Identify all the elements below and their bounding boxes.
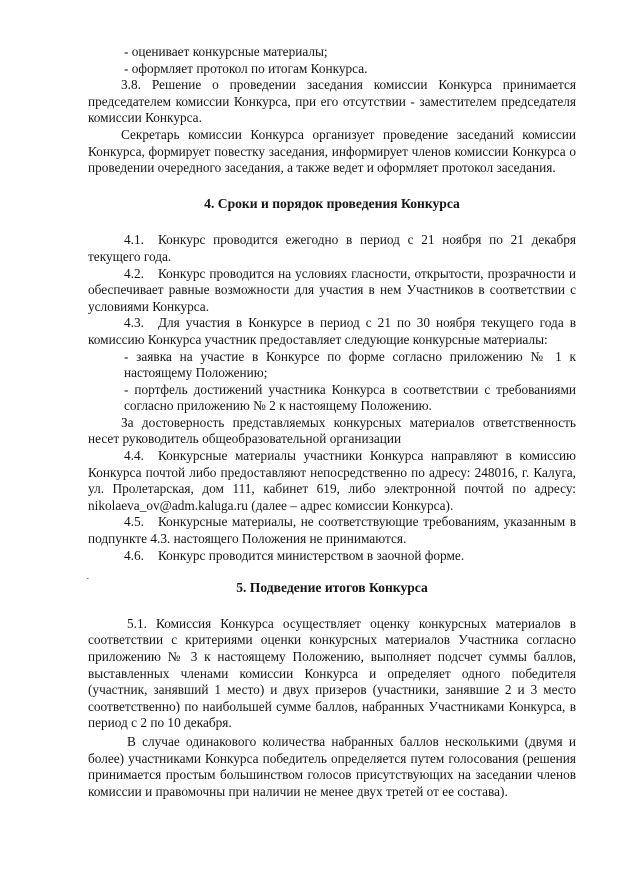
paragraph-3-8: 3.8. Решение о проведении заседания комиссии Конкурса принимается председателем комиссии Конкурса, при его отсутствии - заместителем председателя комиссии Конкурса. [88, 77, 576, 126]
paragraph-secretary: Секретарь комиссии Конкурса организует проведение заседаний комиссии Конкурса, формирует повестку заседания, информирует членов комиссии Конкурса о проведении очередного заседания, а также ведет и оформляет протокол заседания. [88, 126, 576, 176]
paragraph-responsibility: За достоверность представляемых конкурсных материалов ответственность несет руководитель общеобразовательной организации [88, 414, 576, 447]
clause-number: 4.3. [124, 315, 144, 331]
paragraph-4-6 [88, 548, 576, 565]
clause-number: 4.4. [124, 448, 144, 464]
paragraph-tie: В случае одинакового количества набранных баллов несколькими (двумя и более) участниками Конкурса победитель определяется путем голосования (решения принимается простым большинством голосов присутствующих на заседании членов комиссии и правомочны при наличии не менее двух третей от ее состава). [88, 733, 576, 799]
section-4-title: 4. Сроки и порядок проведения Конкурса [204, 195, 460, 211]
paragraph-4-1 [88, 232, 576, 265]
clause-text: Конкурс проводится ежегодно в период с 21 ноября по 21 декабря текущего года. [88, 232, 576, 264]
section-5-title: 5. Подведение итогов Конкурса [236, 580, 428, 596]
clause-number: 4.6. [124, 547, 144, 563]
paragraph-4-5 [88, 514, 576, 547]
clause-text: Конкурс проводится министерством в заочной форме. [157, 547, 465, 563]
clause-text: Конкурсные материалы участники Конкурса направляют в комиссию Конкурса почтой либо предоставляют непосредственно по адресу: 248016, г. Калуга, ул. Пролетарская, дом 111, кабинет 619, либо электронной почтой по адресу: nikolaeva_ov@adm.kaluga.ru (далее – адрес комиссии Конкурса). [88, 448, 576, 513]
list-item: - оформляет протокол по итогам Конкурса. [124, 60, 368, 76]
clause-number: 4.5. [124, 514, 144, 530]
paragraph-4-3 [88, 315, 576, 348]
clause-text: Для участия в Конкурсе в период с 21 по 30 ноября текущего года в комиссию Конкурса участник предоставляет следующие конкурсные материалы: [88, 315, 576, 347]
document-body [88, 44, 576, 800]
list-item: - портфель достижений участника Конкурса в соответствии с требованиями согласно приложению № 2 к настоящему Положению. [124, 381, 576, 414]
paragraph-4-4 [88, 448, 576, 514]
paragraph-5-1: 5.1. Комиссия Конкурса осуществляет оценку конкурсных материалов в соответствии с критериями оценки конкурсных материалов Участника согласно приложению № 3 к настоящему Положению, выполняет подсчет суммы баллов, выставленных членами комиссии Конкурса и определяет одного победителя (участник, занявший 1 место) и двух призеров (участники, занявшие 2 и 3 место соответственно) по наибольшей сумме баллов, набранных Участниками Конкурса, в период с 2 по 10 декабря. [88, 615, 576, 731]
list-item: - оценивает конкурсные материалы; [124, 44, 328, 59]
list-item: - заявка на участие в Конкурсе по форме согласно приложению № 1 к настоящему Положению; [124, 348, 576, 381]
paragraph-4-2 [88, 266, 576, 316]
clause-text: Конкурс проводится на условиях гласности, открытости, прозрачности и обеспечивает равные возможности для участия в нем Участников в соответствии с условиями Конкурса. [88, 265, 576, 314]
clause-text: Конкурсные материалы, не соответствующие требованиям, указанным в подпункте 4.3. настоящего Положения не принимаются. [88, 514, 576, 547]
stray-mark: · [86, 573, 90, 585]
clause-number: 4.1. [124, 232, 144, 248]
clause-number: 4.2. [124, 265, 144, 281]
